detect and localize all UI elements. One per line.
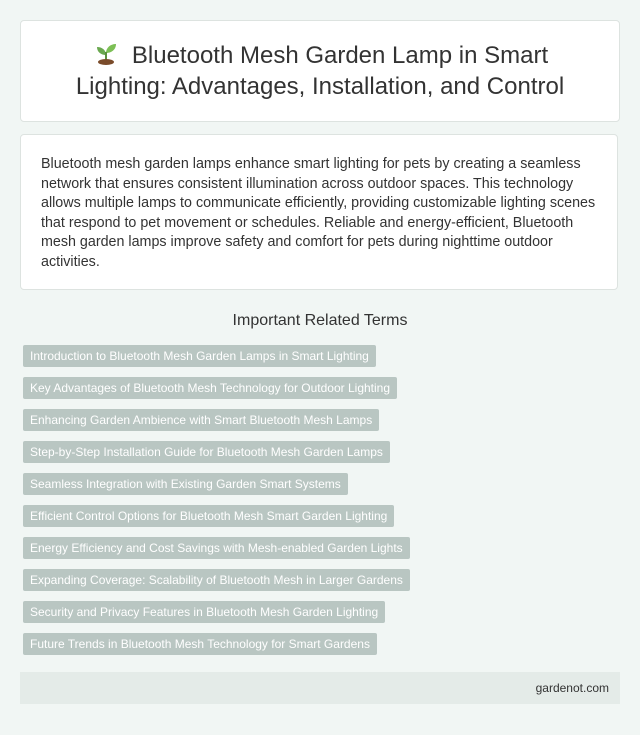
page-title-text: Bluetooth Mesh Garden Lamp in Smart Lighting: Advantages, Installation, and Control [75, 42, 565, 100]
related-term-tag[interactable]: Expanding Coverage: Scalability of Bluetooth Mesh in Larger Gardens [23, 569, 410, 591]
related-term-tag[interactable]: Efficient Control Options for Bluetooth Mesh Smart Garden Lighting [23, 505, 394, 527]
related-terms-heading: Important Related Terms [232, 312, 408, 329]
footer [20, 672, 620, 704]
related-terms-list [23, 345, 410, 665]
related-term-tag[interactable]: Security and Privacy Features in Bluetooth Mesh Garden Lighting [23, 601, 385, 623]
related-term-tag[interactable]: Seamless Integration with Existing Garden Smart Systems [23, 473, 348, 495]
footer-site[interactable]: gardenot.com [535, 681, 609, 695]
page-title [21, 40, 619, 102]
summary-card [20, 134, 618, 290]
summary-text: Bluetooth mesh garden lamps enhance smart lighting for pets by creating a seamless network that ensures consistent illumination across outdoor spaces. This technology allows multiple lamps to communicate efficiently, providing customizable lighting scenes that respond to pet movement or schedules. Reliable and energy-efficient, Bluetooth mesh garden lamps improve safety and comfort for pets during nighttime outdoor activities. [41, 156, 596, 270]
title-card [20, 20, 620, 122]
sprout-icon [92, 42, 120, 66]
related-term-tag[interactable]: Step-by-Step Installation Guide for Bluetooth Mesh Garden Lamps [23, 441, 390, 463]
related-term-tag[interactable]: Key Advantages of Bluetooth Mesh Technology for Outdoor Lighting [23, 377, 397, 399]
related-term-tag[interactable]: Future Trends in Bluetooth Mesh Technology for Smart Gardens [23, 633, 377, 655]
related-term-tag[interactable]: Enhancing Garden Ambience with Smart Bluetooth Mesh Lamps [23, 409, 379, 431]
related-term-tag[interactable]: Introduction to Bluetooth Mesh Garden Lamps in Smart Lighting [23, 345, 376, 367]
related-term-tag[interactable]: Energy Efficiency and Cost Savings with Mesh-enabled Garden Lights [23, 537, 410, 559]
